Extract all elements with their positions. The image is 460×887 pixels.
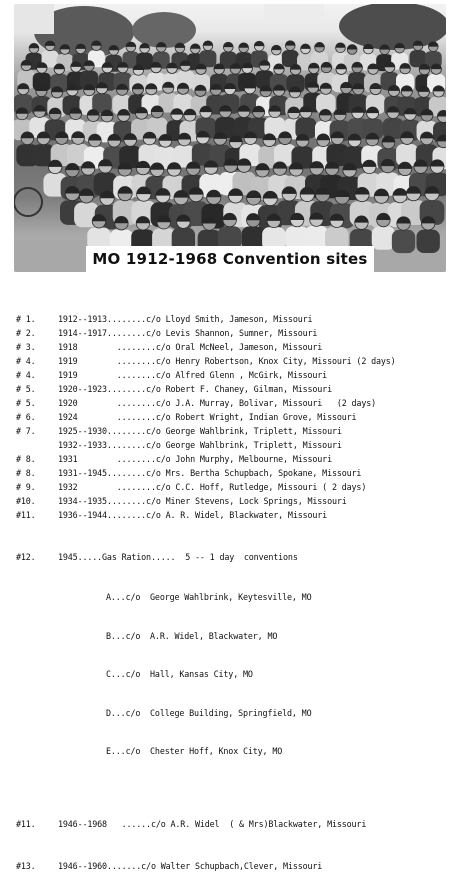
- list-item: [16, 340, 456, 354]
- list-item: [16, 312, 456, 326]
- person-hair: [271, 45, 281, 50]
- entry-text: 1932--1933........c/o George Wahlbrink, Triplett, Missouri: [58, 440, 342, 450]
- entry-number: #11.: [16, 510, 36, 520]
- entry-text: 1919 ........c/o Henry Robertson, Knox City, Missouri (2 days): [58, 356, 396, 366]
- person-hair: [190, 44, 200, 49]
- list-item: [16, 817, 456, 831]
- sub-entry-text: D...c/o College Building, Springfield, MO: [106, 707, 312, 718]
- entry-text: 1914--1917........c/o Levis Shannon, Sumner, Missouri: [58, 328, 318, 338]
- crowd-illustration: [14, 4, 446, 272]
- entry-text: 1925--1930........c/o George Wahlbrink, Triplett, Missouri: [58, 426, 342, 436]
- entry-number: #11.: [16, 818, 36, 829]
- entry-text: 1936--1944........c/o A. R. Widel, Blackwater, Missouri: [58, 510, 328, 520]
- convention-list: [16, 284, 456, 887]
- list-item: [16, 424, 456, 438]
- list-item-ration: [16, 550, 456, 564]
- entry-text: 1931 ........c/o John Murphy, Melbourne, Missouri: [58, 454, 332, 464]
- entry-text: 1920--1923........c/o Robert F. Chaney, Gilman, Missouri: [58, 384, 332, 394]
- list-item: [16, 452, 456, 466]
- entry-text: 1934--1935........c/o Miner Stevens, Lock Springs, Missouri: [58, 496, 347, 506]
- ration-sub-item: [16, 669, 456, 680]
- entry-text: 1946--1968 ......c/o A.R. Widel ( & Mrs)Blackwater, Missouri: [58, 818, 367, 829]
- sub-entry-text: E...c/o Chester Hoff, Knox City, MO: [106, 746, 283, 756]
- entry-text: 1924 ........c/o Robert Wright, Indian Grove, Missouri: [58, 412, 357, 422]
- list-item: [16, 859, 456, 873]
- entry-text: 1912--1913........c/o Lloyd Smith, Jameson, Missouri: [58, 314, 313, 324]
- person-hair: [223, 42, 233, 47]
- entry-number: # 8.: [16, 468, 36, 478]
- ration-sub-item: [16, 631, 456, 642]
- list-item: [16, 480, 456, 494]
- entry-number: # 5.: [16, 398, 36, 408]
- list-item: [16, 368, 456, 382]
- person-hair: [301, 44, 311, 49]
- sky-left: [14, 4, 54, 34]
- list-item: [16, 354, 456, 368]
- entry-text: 1920 ........c/o J.A. Murray, Bolivar, Missouri (2 days): [58, 398, 376, 408]
- entry-number: # 1.: [16, 314, 36, 324]
- list-item: [16, 382, 456, 396]
- entry-number: # 6.: [16, 412, 36, 422]
- ration-sub-item: [16, 746, 456, 757]
- person-hair: [347, 45, 357, 50]
- entry-number: #10.: [16, 496, 36, 506]
- tree-mid: [132, 12, 196, 48]
- person-hair: [315, 42, 325, 47]
- list-item: [16, 508, 456, 522]
- entry-text: 1918 ........c/o Oral McNeel, Jameson, Missouri: [58, 342, 323, 352]
- entry-number: # 4.: [16, 370, 36, 380]
- entry-text: 1919 ........c/o Alfred Glenn , McGirk, Missouri: [58, 370, 328, 380]
- list-item: [16, 466, 456, 480]
- list-item: [16, 410, 456, 424]
- entry-number: # 3.: [16, 342, 36, 352]
- entry-text: 1946--1960.......c/o Walter Schupbach,Clever, Missouri: [58, 860, 323, 871]
- group-photo: [14, 4, 446, 272]
- entry-number: # 2.: [16, 328, 36, 338]
- person-hair: [203, 41, 213, 46]
- list-item: [16, 438, 456, 452]
- person-hair: [254, 41, 264, 46]
- ration-sub-item: [16, 708, 456, 719]
- person-hair: [29, 43, 39, 48]
- person-hair: [239, 43, 249, 48]
- person-hair: [285, 41, 295, 46]
- entry-number: # 5.: [16, 384, 36, 394]
- sub-entry-text: A...c/o George Wahlbrink, Keytesville, MO: [106, 592, 312, 602]
- entry-number: # 4.: [16, 356, 36, 366]
- sub-entry-text: B...c/o A.R. Widel, Blackwater, MO: [106, 630, 278, 641]
- caption-band: [14, 244, 446, 274]
- entry-number: #12.: [16, 552, 36, 562]
- entry-number: # 9.: [16, 482, 36, 492]
- sky-mid: [264, 4, 324, 24]
- entry-number: # 7.: [16, 426, 36, 436]
- wheelchair-wheel: [14, 188, 42, 216]
- entry-number: #13.: [16, 860, 36, 871]
- entry-text: 1932 ........c/o C.C. Hoff, Rutledge, Missouri ( 2 days): [58, 482, 367, 492]
- list-item: [16, 326, 456, 340]
- entry-number: # 8.: [16, 454, 36, 464]
- photo-caption: MO 1912-1968 Convention sites: [86, 246, 373, 272]
- sub-entry-text: C...c/o Hall, Kansas City, MO: [106, 669, 253, 679]
- entry-text: 1945.....Gas Ration..... 5 -- 1 day conventions: [58, 552, 298, 562]
- person-hair: [336, 43, 346, 48]
- entry-number: [16, 438, 58, 452]
- list-item: [16, 494, 456, 508]
- list-item: [16, 396, 456, 410]
- entry-text: 1931--1945........c/o Mrs. Bertha Schupbach, Spokane, Missouri: [58, 468, 362, 478]
